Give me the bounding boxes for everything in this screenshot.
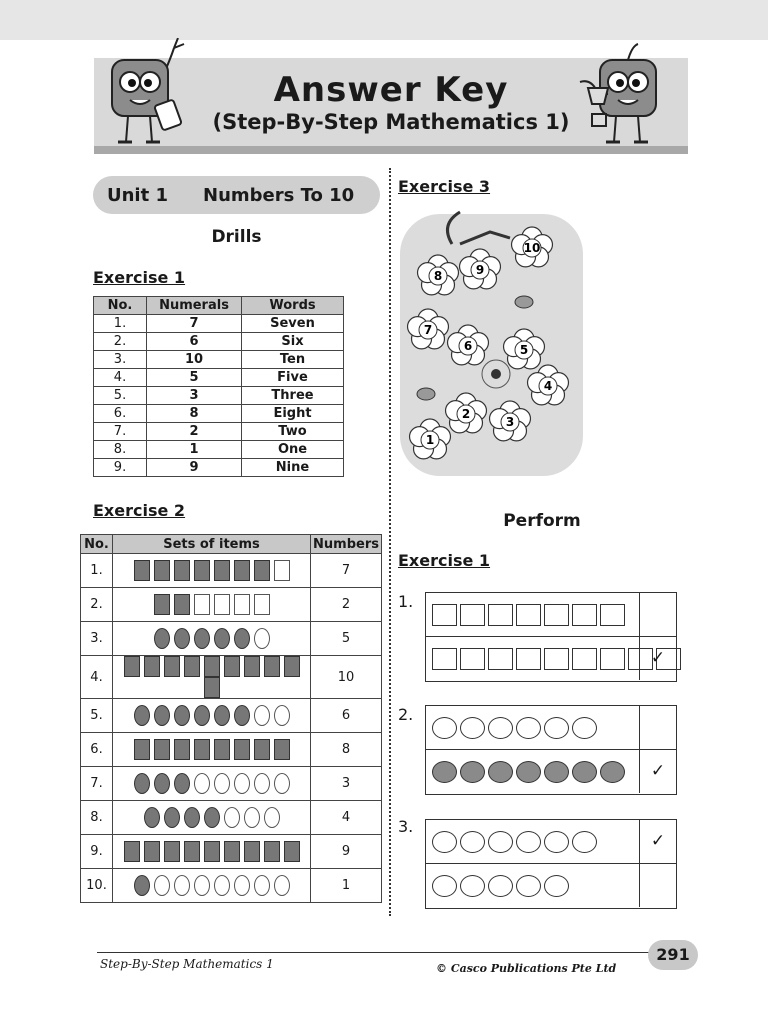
- gingerbread-icon: [154, 560, 170, 581]
- table-row: [94, 315, 344, 333]
- cup-icon: [164, 656, 180, 677]
- milk-carton-icon: [184, 841, 200, 862]
- numeral-cell: 6: [147, 333, 242, 351]
- question-number: 3.: [398, 817, 414, 836]
- table-row: [81, 622, 382, 656]
- numeral-cell: 1: [147, 441, 242, 459]
- count-cell: 9: [311, 835, 382, 869]
- milk-carton-icon: [284, 841, 300, 862]
- cup-icon: [264, 656, 280, 677]
- numeral-cell: 3: [147, 387, 242, 405]
- mascot-trophy-icon: [578, 38, 664, 148]
- comparison-row: [426, 820, 676, 864]
- row-number: 3.: [94, 351, 147, 369]
- pear-icon: [194, 875, 210, 896]
- footer-rule: [97, 952, 657, 953]
- count-cell: 6: [311, 699, 382, 733]
- table-row: [81, 699, 382, 733]
- teddy-bear-icon: [214, 628, 230, 649]
- ice-cream-cone-icon: [234, 739, 250, 760]
- table-row: [81, 767, 382, 801]
- top-strip: [0, 0, 768, 40]
- pineapple-icon: [544, 761, 569, 783]
- cap-icon: [572, 831, 597, 853]
- exercise1-table: [93, 296, 344, 477]
- cup-icon: [144, 656, 160, 677]
- toaster-icon: [432, 648, 457, 670]
- pumpkin-icon: [234, 773, 250, 794]
- table-row: [94, 351, 344, 369]
- bee-icon: [417, 388, 435, 400]
- flower-path-illustration: [400, 204, 583, 482]
- ball-icon: [544, 875, 569, 897]
- row-number: 7.: [81, 767, 113, 801]
- pineapple-icon: [488, 761, 513, 783]
- count-cell: 7: [311, 554, 382, 588]
- row-number: 1.: [94, 315, 147, 333]
- answer-cell: [639, 706, 676, 749]
- item-set: [113, 656, 311, 699]
- row-number: 4.: [81, 656, 113, 699]
- fan-icon: [204, 807, 220, 828]
- rocking-horse-icon: [254, 594, 270, 615]
- pear-icon: [234, 875, 250, 896]
- table-row: [81, 869, 382, 903]
- comparison-row: [426, 706, 676, 750]
- col-sets: Sets of items: [113, 535, 311, 554]
- gingerbread-icon: [174, 560, 190, 581]
- pear-icon: [134, 875, 150, 896]
- bee-icon: [515, 296, 533, 308]
- table-row: [81, 656, 382, 699]
- table-row: [81, 835, 382, 869]
- row-number: 3.: [81, 622, 113, 656]
- strawberry-icon: [274, 705, 290, 726]
- word-cell: Ten: [242, 351, 344, 369]
- item-set: [113, 733, 311, 767]
- ice-cream-cone-icon: [194, 739, 210, 760]
- flower-number: 2: [461, 407, 471, 421]
- word-cell: Five: [242, 369, 344, 387]
- col-words: Words: [242, 297, 344, 315]
- table-row: [94, 423, 344, 441]
- pumpkin-icon: [274, 773, 290, 794]
- teddy-bear-icon: [254, 628, 270, 649]
- toaster-icon: [460, 648, 485, 670]
- toy-truck-icon: [488, 604, 513, 626]
- word-cell: Three: [242, 387, 344, 405]
- page-subtitle: (Step-By-Step Mathematics 1): [212, 110, 570, 134]
- row-number: 5.: [81, 699, 113, 733]
- flower-number: 5: [519, 343, 529, 357]
- column-divider: [389, 168, 391, 916]
- comparison-box: [425, 592, 677, 682]
- item-set: [113, 801, 311, 835]
- rocking-horse-icon: [154, 594, 170, 615]
- pineapple-icon: [460, 761, 485, 783]
- unit-name: Numbers To 10: [203, 185, 355, 206]
- answer-cell: [639, 864, 676, 907]
- check-mark-icon: ✓: [650, 831, 666, 851]
- table-row: [94, 459, 344, 477]
- flower-number: 3: [505, 415, 515, 429]
- pear-icon: [154, 875, 170, 896]
- pineapple-icon: [600, 761, 625, 783]
- spider-icon: [491, 369, 501, 379]
- toy-truck-icon: [600, 604, 625, 626]
- exercise1-title: Exercise 1: [93, 268, 186, 287]
- question-number: 1.: [398, 592, 414, 611]
- col-numerals: Numerals: [147, 297, 242, 315]
- word-cell: Nine: [242, 459, 344, 477]
- row-number: 9.: [81, 835, 113, 869]
- toaster-icon: [600, 648, 625, 670]
- cup-icon: [224, 656, 240, 677]
- comparison-row: [426, 593, 676, 637]
- strawberry-icon: [174, 705, 190, 726]
- numeral-cell: 10: [147, 351, 242, 369]
- item-set: [113, 554, 311, 588]
- cup-icon: [204, 656, 220, 677]
- word-cell: Two: [242, 423, 344, 441]
- pumpkin-icon: [154, 773, 170, 794]
- cap-icon: [460, 831, 485, 853]
- rambutan-icon: [572, 717, 597, 739]
- item-set: [113, 588, 311, 622]
- comparison-row: [426, 864, 676, 907]
- cup-icon: [204, 677, 220, 698]
- answer-cell: [639, 637, 676, 680]
- page-number: 291: [656, 945, 690, 964]
- table-row: [94, 387, 344, 405]
- milk-carton-icon: [224, 841, 240, 862]
- footer-copyright: © Casco Publications Pte Ltd: [436, 962, 617, 975]
- item-set: [113, 622, 311, 656]
- strawberry-icon: [194, 705, 210, 726]
- row-number: 9.: [94, 459, 147, 477]
- gingerbread-icon: [134, 560, 150, 581]
- table-row: [81, 733, 382, 767]
- fan-icon: [264, 807, 280, 828]
- flower-number: 4: [543, 379, 553, 393]
- toy-truck-icon: [572, 604, 597, 626]
- count-cell: 1: [311, 869, 382, 903]
- fan-icon: [224, 807, 240, 828]
- row-number: 1.: [81, 554, 113, 588]
- row-number: 5.: [94, 387, 147, 405]
- flower-number: 7: [423, 323, 433, 337]
- numeral-cell: 2: [147, 423, 242, 441]
- rocking-horse-icon: [174, 594, 190, 615]
- table-row: [81, 554, 382, 588]
- strawberry-icon: [214, 705, 230, 726]
- numeral-cell: 8: [147, 405, 242, 423]
- toaster-icon: [488, 648, 513, 670]
- milk-carton-icon: [204, 841, 220, 862]
- count-cell: 2: [311, 588, 382, 622]
- flower-number: 10: [523, 241, 541, 255]
- toy-truck-icon: [516, 604, 541, 626]
- col-no: No.: [94, 297, 147, 315]
- ice-cream-cone-icon: [254, 739, 270, 760]
- mascot-drill-icon: [104, 38, 190, 148]
- pumpkin-icon: [214, 773, 230, 794]
- table-row: [94, 369, 344, 387]
- table-row: [81, 801, 382, 835]
- comparison-box: [425, 705, 677, 795]
- comparison-box: [425, 819, 677, 909]
- item-set: [113, 699, 311, 733]
- ball-icon: [516, 875, 541, 897]
- toy-truck-icon: [460, 604, 485, 626]
- teddy-bear-icon: [194, 628, 210, 649]
- numeral-cell: 7: [147, 315, 242, 333]
- word-cell: One: [242, 441, 344, 459]
- rambutan-icon: [516, 717, 541, 739]
- cap-icon: [516, 831, 541, 853]
- table-row: [94, 441, 344, 459]
- toy-truck-icon: [432, 604, 457, 626]
- cap-icon: [544, 831, 569, 853]
- gingerbread-icon: [234, 560, 250, 581]
- perform-heading: Perform: [503, 511, 581, 531]
- row-number: 2.: [81, 588, 113, 622]
- strawberry-icon: [254, 705, 270, 726]
- ice-cream-cone-icon: [274, 739, 290, 760]
- comparison-row: [426, 750, 676, 793]
- pineapple-icon: [432, 761, 457, 783]
- row-number: 2.: [94, 333, 147, 351]
- milk-carton-icon: [264, 841, 280, 862]
- col-no: No.: [81, 535, 113, 554]
- rocking-horse-icon: [194, 594, 210, 615]
- gingerbread-icon: [214, 560, 230, 581]
- check-mark-icon: ✓: [650, 761, 666, 781]
- exercise2-title: Exercise 2: [93, 501, 186, 520]
- rocking-horse-icon: [234, 594, 250, 615]
- gingerbread-icon: [194, 560, 210, 581]
- ice-cream-cone-icon: [154, 739, 170, 760]
- milk-carton-icon: [144, 841, 160, 862]
- question-number: 2.: [398, 705, 414, 724]
- fan-icon: [144, 807, 160, 828]
- cup-icon: [184, 656, 200, 677]
- row-number: 7.: [94, 423, 147, 441]
- ice-cream-cone-icon: [134, 739, 150, 760]
- flower-number: 6: [463, 339, 473, 353]
- ball-icon: [432, 875, 457, 897]
- milk-carton-icon: [124, 841, 140, 862]
- rambutan-icon: [488, 717, 513, 739]
- rambutan-icon: [544, 717, 569, 739]
- pumpkin-icon: [254, 773, 270, 794]
- toaster-icon: [544, 648, 569, 670]
- teddy-bear-icon: [174, 628, 190, 649]
- row-number: 8.: [81, 801, 113, 835]
- flower-number: 1: [425, 433, 435, 447]
- row-number: 10.: [81, 869, 113, 903]
- item-set: [113, 869, 311, 903]
- cup-icon: [124, 656, 140, 677]
- table-row: [94, 333, 344, 351]
- pumpkin-icon: [174, 773, 190, 794]
- ball-icon: [488, 875, 513, 897]
- strawberry-icon: [154, 705, 170, 726]
- rambutan-icon: [432, 717, 457, 739]
- col-numbers: Numbers: [311, 535, 382, 554]
- pumpkin-icon: [194, 773, 210, 794]
- pumpkin-icon: [134, 773, 150, 794]
- word-cell: Six: [242, 333, 344, 351]
- cap-icon: [488, 831, 513, 853]
- drills-heading: Drills: [211, 227, 262, 247]
- exercise3-title: Exercise 3: [398, 177, 491, 196]
- word-cell: Seven: [242, 315, 344, 333]
- page-title: Answer Key: [273, 70, 509, 110]
- row-number: 6.: [81, 733, 113, 767]
- answer-cell: [639, 593, 676, 636]
- cap-icon: [432, 831, 457, 853]
- row-number: 4.: [94, 369, 147, 387]
- word-cell: Eight: [242, 405, 344, 423]
- pear-icon: [254, 875, 270, 896]
- pineapple-icon: [516, 761, 541, 783]
- numeral-cell: 5: [147, 369, 242, 387]
- count-cell: 10: [311, 656, 382, 699]
- perform-exercise1-title: Exercise 1: [398, 551, 491, 570]
- rocking-horse-icon: [214, 594, 230, 615]
- cup-icon: [284, 656, 300, 677]
- toaster-icon: [572, 648, 597, 670]
- ice-cream-cone-icon: [214, 739, 230, 760]
- toy-truck-icon: [544, 604, 569, 626]
- count-cell: 4: [311, 801, 382, 835]
- fan-icon: [184, 807, 200, 828]
- count-cell: 5: [311, 622, 382, 656]
- gingerbread-icon: [254, 560, 270, 581]
- row-number: 8.: [94, 441, 147, 459]
- milk-carton-icon: [244, 841, 260, 862]
- fan-icon: [244, 807, 260, 828]
- milk-carton-icon: [164, 841, 180, 862]
- count-cell: 3: [311, 767, 382, 801]
- pear-icon: [174, 875, 190, 896]
- answer-cell: [639, 750, 676, 793]
- teddy-bear-icon: [154, 628, 170, 649]
- flower-number: 8: [433, 269, 443, 283]
- numeral-cell: 9: [147, 459, 242, 477]
- gingerbread-icon: [274, 560, 290, 581]
- item-set: [113, 767, 311, 801]
- toaster-icon: [516, 648, 541, 670]
- check-mark-icon: ✓: [650, 648, 666, 668]
- footer-book-title: Step-By-Step Mathematics 1: [100, 957, 274, 971]
- flower-number: 9: [475, 263, 485, 277]
- count-cell: 8: [311, 733, 382, 767]
- ball-icon: [460, 875, 485, 897]
- answer-cell: [639, 820, 676, 863]
- item-set: [113, 835, 311, 869]
- unit-label: Unit 1: [107, 185, 168, 206]
- exercise2-table: [80, 534, 382, 903]
- strawberry-icon: [134, 705, 150, 726]
- pear-icon: [214, 875, 230, 896]
- cup-icon: [244, 656, 260, 677]
- table-row: [94, 405, 344, 423]
- strawberry-icon: [234, 705, 250, 726]
- table-row: [81, 588, 382, 622]
- ice-cream-cone-icon: [174, 739, 190, 760]
- comparison-row: [426, 637, 676, 680]
- row-number: 6.: [94, 405, 147, 423]
- teddy-bear-icon: [234, 628, 250, 649]
- fan-icon: [164, 807, 180, 828]
- pineapple-icon: [572, 761, 597, 783]
- rambutan-icon: [460, 717, 485, 739]
- pear-icon: [274, 875, 290, 896]
